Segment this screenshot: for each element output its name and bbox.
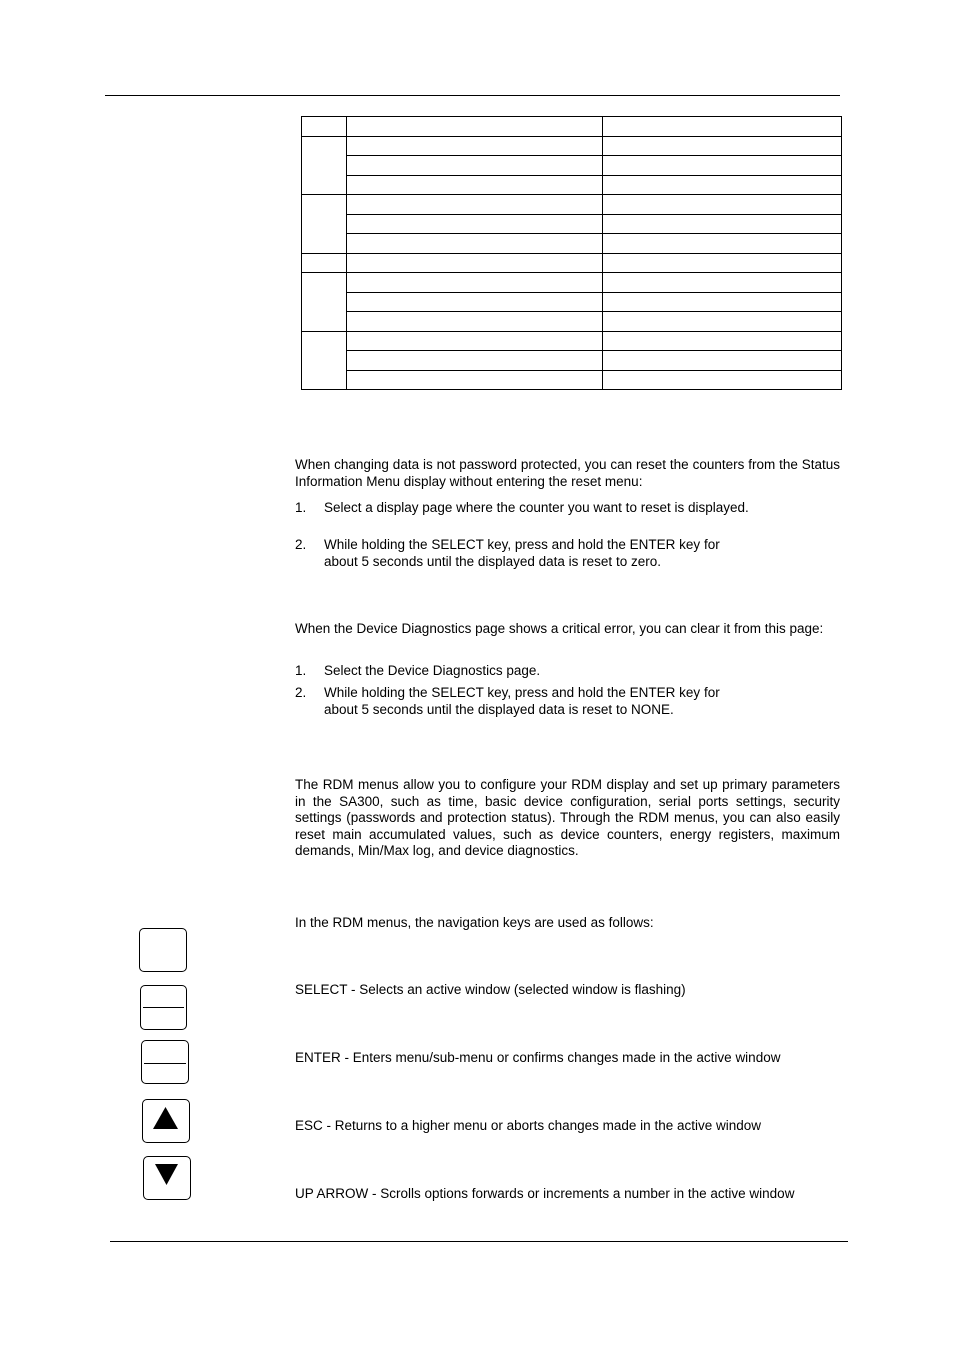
step-text: Select a display page where the counter you want to reset is displayed. — [324, 500, 749, 515]
down-arrow-key-icon — [143, 1156, 191, 1200]
step-number: 1. — [295, 500, 307, 515]
table-row — [302, 175, 842, 195]
navigation-intro: In the RDM menus, the navigation keys are used as follows: — [295, 915, 654, 930]
rdm-menus-intro: The RDM menus allow you to configure your RDM display and set up primary parameters in the SA300, such as time, basic device configuration, serial ports settings, security settings (passwords and protection status). Through the RDM menus, you can also easily reset main accumulated values, such as device counters, energy registers, maximum demands, Min/Max log, and device diagnostics. — [295, 777, 840, 858]
up-arrow-key-description: UP ARROW - Scrolls options forwards or increments a number in the active window — [295, 1186, 795, 1201]
esc-key-description: ESC - Returns to a higher menu or aborts changes made in the active window — [295, 1118, 761, 1133]
table-row — [302, 234, 842, 254]
step-text: While holding the SELECT key, press and hold the ENTER key for about 5 seconds until the displayed data is reset to NONE. — [324, 685, 720, 717]
reset-counters-intro: When changing data is not password protected, you can reset the counters from the Status Information Menu display without entering the reset menu: — [295, 457, 840, 489]
blank-key-icon — [139, 928, 187, 972]
table-row — [302, 117, 842, 137]
up-arrow-key-icon — [142, 1099, 190, 1143]
reset-counters-step-1 — [295, 500, 750, 517]
clear-diagnostics-intro: When the Device Diagnostics page shows a critical error, you can clear it from this page: — [295, 621, 824, 636]
table-row — [302, 136, 842, 156]
enter-key-description: ENTER - Enters menu/sub-menu or confirms changes made in the active window — [295, 1050, 781, 1065]
clear-diagnostics-step-1 — [295, 663, 750, 680]
reset-counters-step-2 — [295, 537, 750, 570]
empty-table — [301, 116, 842, 390]
table-row — [302, 195, 842, 215]
table-row — [302, 253, 842, 273]
step-number: 2. — [295, 685, 307, 700]
table-row — [302, 214, 842, 234]
table-row — [302, 331, 842, 351]
step-text: While holding the SELECT key, press and hold the ENTER key for about 5 seconds until the displayed data is reset to zero. — [324, 537, 720, 569]
table-row — [302, 370, 842, 390]
footer-rule — [110, 1241, 848, 1242]
step-number: 1. — [295, 663, 307, 678]
step-text: Select the Device Diagnostics page. — [324, 663, 541, 678]
table-row — [302, 312, 842, 332]
select-key-icon — [140, 985, 187, 1030]
clear-diagnostics-step-2 — [295, 685, 750, 718]
header-rule — [105, 95, 840, 96]
table-row — [302, 273, 842, 293]
step-number: 2. — [295, 537, 307, 552]
enter-key-icon — [141, 1040, 189, 1084]
table-row — [302, 292, 842, 312]
select-key-description: SELECT - Selects an active window (selected window is flashing) — [295, 982, 686, 997]
table-row — [302, 156, 842, 176]
table-row — [302, 351, 842, 371]
